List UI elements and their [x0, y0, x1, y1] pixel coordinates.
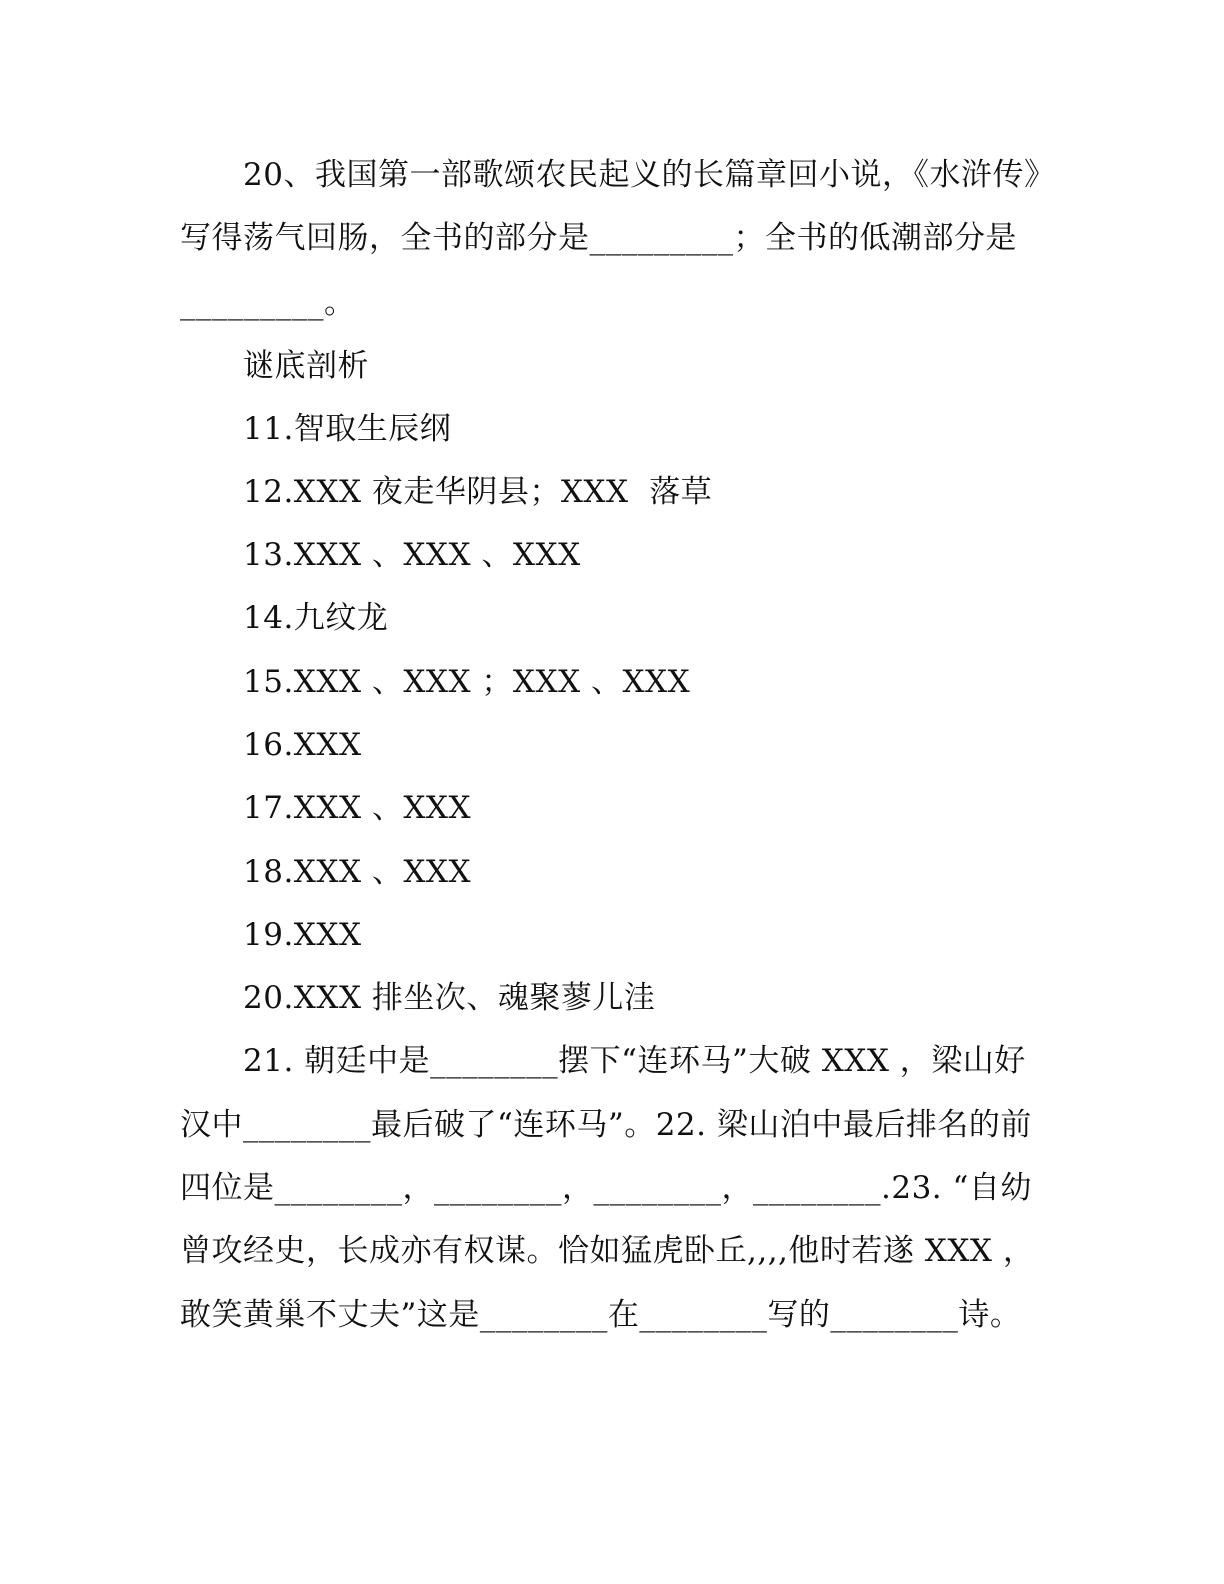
answer-item-15: 15.XXX 、XXX ；XXX 、XXX — [243, 664, 691, 700]
answer-item-20: 20.XXX 排坐次、魂聚蓼儿洼 — [243, 980, 656, 1016]
question-22-line-3: 四位是________，________，________，________.23. “自幼 — [180, 1170, 1032, 1206]
answer-item-13: 13.XXX 、XXX 、XXX — [243, 537, 581, 573]
question-21-line-1: 21. 朝廷中是________摆下“连环马”大破 XXX ，梁山好 — [243, 1043, 1026, 1079]
answer-item-16: 16.XXX — [243, 727, 362, 763]
answer-item-11: 11.智取生辰纲 — [243, 411, 452, 447]
question-20-line-1: 20、我国第一部歌颂农民起义的长篇章回小说，《水浒传》 — [243, 157, 1056, 193]
answer-item-12: 12.XXX 夜走华阴县；XXX 落草 — [243, 474, 713, 510]
answers-heading: 谜底剖析 — [243, 348, 369, 384]
question-23-line-5: 敢笑黄巢不丈夫”这是________在________写的________诗。 — [180, 1297, 1022, 1333]
answer-item-14: 14.九纹龙 — [243, 600, 389, 636]
answer-item-19: 19.XXX — [243, 917, 362, 953]
question-21-line-2: 汉中________最后破了“连环马”。22. 梁山泊中最后排名的前 — [180, 1107, 1032, 1143]
question-23-line-4: 曾攻经史，长成亦有权谋。恰如猛虎卧丘,,,,他时若遂 XXX ， — [180, 1233, 1035, 1269]
question-20-line-2: 写得荡气回肠，全书的部分是_________；全书的低潮部分是 — [180, 220, 1017, 256]
answer-item-17: 17.XXX 、XXX — [243, 790, 472, 826]
answer-item-18: 18.XXX 、XXX — [243, 854, 472, 890]
question-20-line-3: _________。 — [180, 285, 356, 321]
